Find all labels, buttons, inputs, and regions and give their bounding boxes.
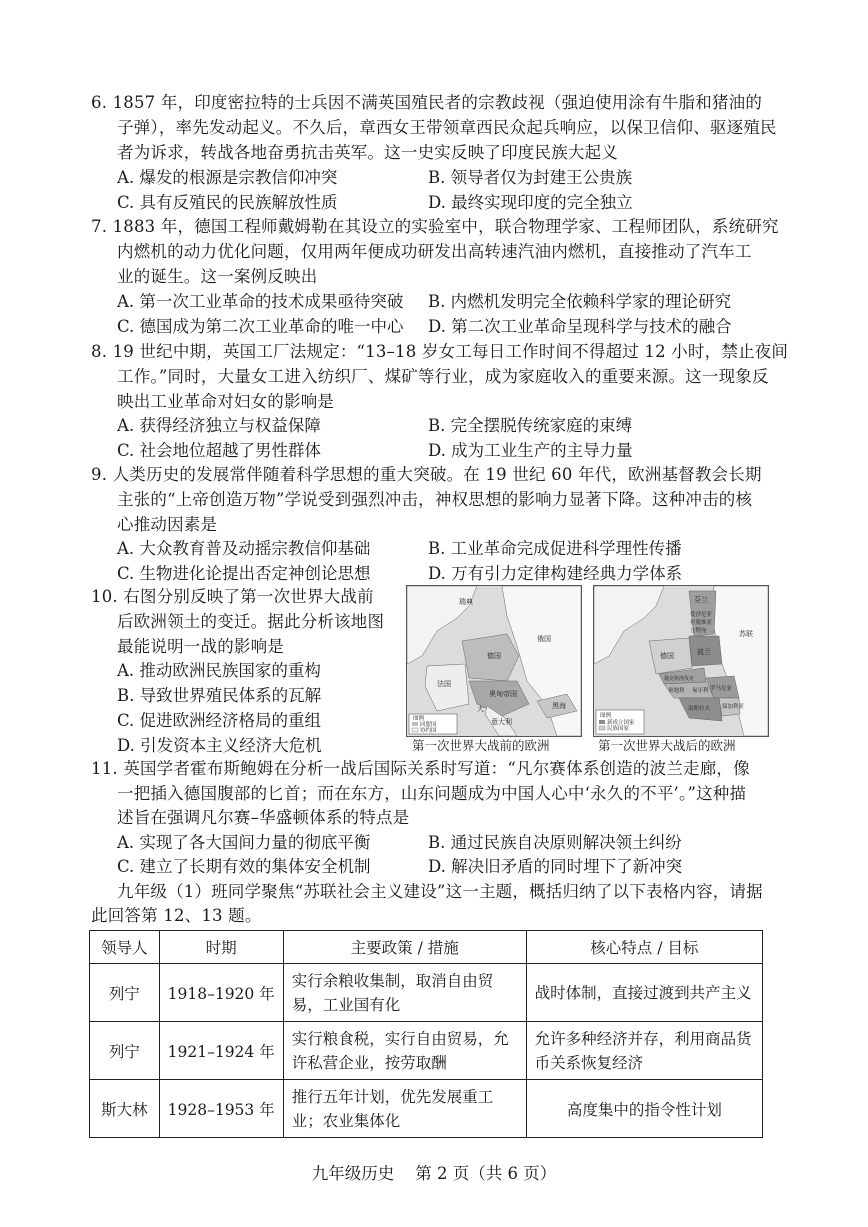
intro12-line-2: 此回答第 12、13 题。 [91,906,262,925]
q11-option-b: B. 通过民族自决原则解决领土纠纷 [428,833,682,852]
q6-line-3: 者为诉求，转战各地奋勇抗击英军。这一史实反映了印度民族大起义 [117,143,618,162]
table-header-policy: 主要政策 / 措施 [283,931,526,964]
q6-option-c: C. 具有反殖民的民族解放性质 [117,193,338,212]
map-europe-before-wwi [406,585,582,737]
map1-legend-central: 同盟国 [420,722,437,728]
map2-label-ussr: 苏联 [739,630,753,638]
map2-legend-new: 新成立国家 [607,720,635,726]
map2-legend-title: 图例 [600,713,612,719]
q10-line-1: 10. 右图分别反映了第一次世界大战前 [91,587,374,606]
q9-option-b: B. 工业革命完成促进科学理性传播 [428,539,682,558]
q8-line-1: 8. 19 世纪中期，英国工厂法规定：“13–18 岁女工每日工作时间不得超过 12 小时，禁止夜间 [91,342,789,361]
q7-option-b: B. 内燃机发明完全依赖科学家的理论研究 [428,292,732,311]
q11-line-2: 一把插入德国腹部的匕首；而在东方，山东问题成为中国人心中‘永久的不平’。”这种描 [117,784,747,803]
table-header-row [90,931,763,964]
q8-line-3: 映出工业革命对妇女的影响是 [117,392,335,411]
table-cell-feature: 战时体制，直接过渡到共产主义 [526,964,762,1022]
q7-option-c: C. 德国成为第二次工业革命的唯一中心 [117,317,404,336]
map2-label-romania: 罗马尼亚 [710,686,733,692]
map2-label-hungary: 匈牙利 [692,688,709,694]
page-footer: 九年级历史 第 2 页（共 6 页） [311,1164,557,1183]
q10-line-2: 后欧洲领土的变迁。据此分析该地图 [117,612,385,631]
map1-label-italy: 意大利 [491,718,512,726]
q11-option-c: C. 建立了长期有效的集体安全机制 [117,857,371,876]
map2-label-bulgaria: 保加利亚 [722,704,745,710]
q8-line-2: 工作。”同时，大量女工进入纺织厂、煤矿等行业，成为家庭收入的重要来源。这一现象反 [117,367,769,386]
map1-legend-entente: 协约国 [420,728,437,734]
q10-option-c: C. 促进欧洲经济格局的重组 [117,711,322,730]
q8-option-a: A. 获得经济独立与权益保障 [117,416,321,435]
table-cell-policy: 实行粮食税，实行自由贸易，允许私营企业，按劳取酬 [283,1022,526,1080]
q6-option-a: A. 爆发的根源是宗教信仰冲突 [117,168,338,187]
intro12-line-1: 九年级（1）班同学聚焦“苏联社会主义建设”这一主题，概括归纳了以下表格内容，请据 [117,882,763,901]
q10-option-b: B. 导致世界殖民体系的瓦解 [117,686,322,705]
q11-line-3: 述旨在强调凡尔赛–华盛顿体系的特点是 [117,808,410,827]
q11-option-d: D. 解决旧矛盾的同时埋下了新冲突 [428,857,683,876]
map2-label-czechoslovakia: 捷克斯洛伐克 [664,676,695,682]
table-row [90,964,763,1022]
table-header-leader: 领导人 [90,931,160,964]
table-cell-leader: 列宁 [90,964,160,1022]
table-cell-leader: 列宁 [90,1022,160,1080]
table-header-feature: 核心特点 / 目标 [526,931,762,964]
q7-line-1: 7. 1883 年，德国工程师戴姆勒在其设立的实验室中，联合物理学家、工程师团队，系统研究 [91,217,779,236]
table-cell-period: 1918–1920 年 [159,964,283,1022]
q7-line-2: 内燃机的动力优化问题，仅用两年便成功研发出高转速汽油内燃机，直接推动了汽车工 [117,242,752,261]
q10-line-3: 最能说明一战的影响是 [117,637,284,656]
table-cell-policy: 实行余粮收集制，取消自由贸易，工业国有化 [283,964,526,1022]
q9-option-d: D. 万有引力定律构建经典力学体系 [428,564,683,583]
map1-label-da: 大 [477,705,484,713]
q9-line-3: 心推动因素是 [117,515,218,534]
map1-label-austria-hungary: 奥匈帝国 [489,690,517,698]
table-cell-feature: 高度集中的指令性计划 [526,1080,762,1138]
table-row [90,1080,763,1138]
q8-option-d: D. 成为工业生产的主导力量 [428,441,633,460]
q8-option-b: B. 完全摆脱传统家庭的束缚 [428,416,633,435]
q9-option-a: A. 大众教育普及动摇宗教信仰基础 [117,539,371,558]
map2-legend-nation: 民族国家 [607,726,630,732]
q9-line-2: 主张的“上帝创造万物”学说受到强烈冲击，神权思想的影响力显著下降。这种冲击的核 [117,490,753,509]
map2-label-germany: 德国 [660,652,674,660]
q7-line-3: 业的诞生。这一案例反映出 [117,267,318,286]
table-header-period: 时期 [159,931,283,964]
q11-line-1: 11. 英国学者霍布斯鲍姆在分析一战后国际关系时写道：“凡尔赛体系创造的波兰走廊，像 [91,759,750,778]
q9-line-1: 9. 人类历史的发展常伴随着科学思想的重大突破。在 19 世纪 60 年代，欧洲基督教会长期 [91,465,762,484]
q6-line-1: 6. 1857 年，印度密拉特的士兵因不满英国殖民者的宗教歧视（强迫使用涂有牛脂和猪油的 [91,93,763,112]
q11-option-a: A. 实现了各大国间力量的彻底平衡 [117,833,371,852]
map2-label-estonia: 爱沙尼亚 [690,612,713,618]
map1-label-sweden: 瑞典 [459,598,473,606]
q7-option-a: A. 第一次工业革命的技术成果亟待突破 [117,292,404,311]
table-cell-policy: 推行五年计划，优先发展重工业；农业集体化 [283,1080,526,1138]
q10-option-d: D. 引发资本主义经济大危机 [117,736,322,755]
map1-legend-title: 图例 [413,716,425,722]
table-cell-period: 1928–1953 年 [159,1080,283,1138]
q10-option-a: A. 推动欧洲民族国家的重构 [117,661,321,680]
map1-label-black-sea: 黑海 [552,702,566,710]
table-row [90,1022,763,1080]
table-cell-leader: 斯大林 [90,1080,160,1138]
map1-label-russia: 俄国 [537,635,551,643]
map2-label-yugoslavia: 南斯拉夫 [688,706,711,712]
q7-option-d: D. 第二次工业革命呈现科学与技术的融合 [428,317,732,336]
soviet-policy-table [89,930,763,1138]
q6-line-2: 子弹），率先发动起义。不久后，章西女王带领章西民众起兵响应，以保卫信仰、驱逐殖民 [117,118,777,137]
map-after-caption: 第一次世界大战后的欧洲 [598,738,736,753]
map2-label-latvia: 拉脱维亚 [690,620,713,626]
map1-label-france: 法国 [437,680,451,688]
table-cell-period: 1921–1924 年 [159,1022,283,1080]
map2-label-poland: 波兰 [697,648,711,656]
q6-option-d: D. 最终实现印度的完全独立 [428,193,633,212]
map2-label-austria: 奥地利 [668,688,685,694]
table-cell-feature: 允许多种经济并存，利用商品货币关系恢复经济 [526,1022,762,1080]
q6-option-b: B. 领导者仅为封建王公贵族 [428,168,633,187]
q8-option-c: C. 社会地位超越了男性群体 [117,441,322,460]
map-before-caption: 第一次世界大战前的欧洲 [412,738,550,753]
map1-label-germany: 德国 [487,652,501,660]
q9-option-c: C. 生物进化论提出否定神创论思想 [117,564,371,583]
map2-label-finland: 芬兰 [694,596,708,604]
map2-label-lithuania: 立陶宛 [690,628,707,634]
map-europe-after-wwi [593,585,769,737]
